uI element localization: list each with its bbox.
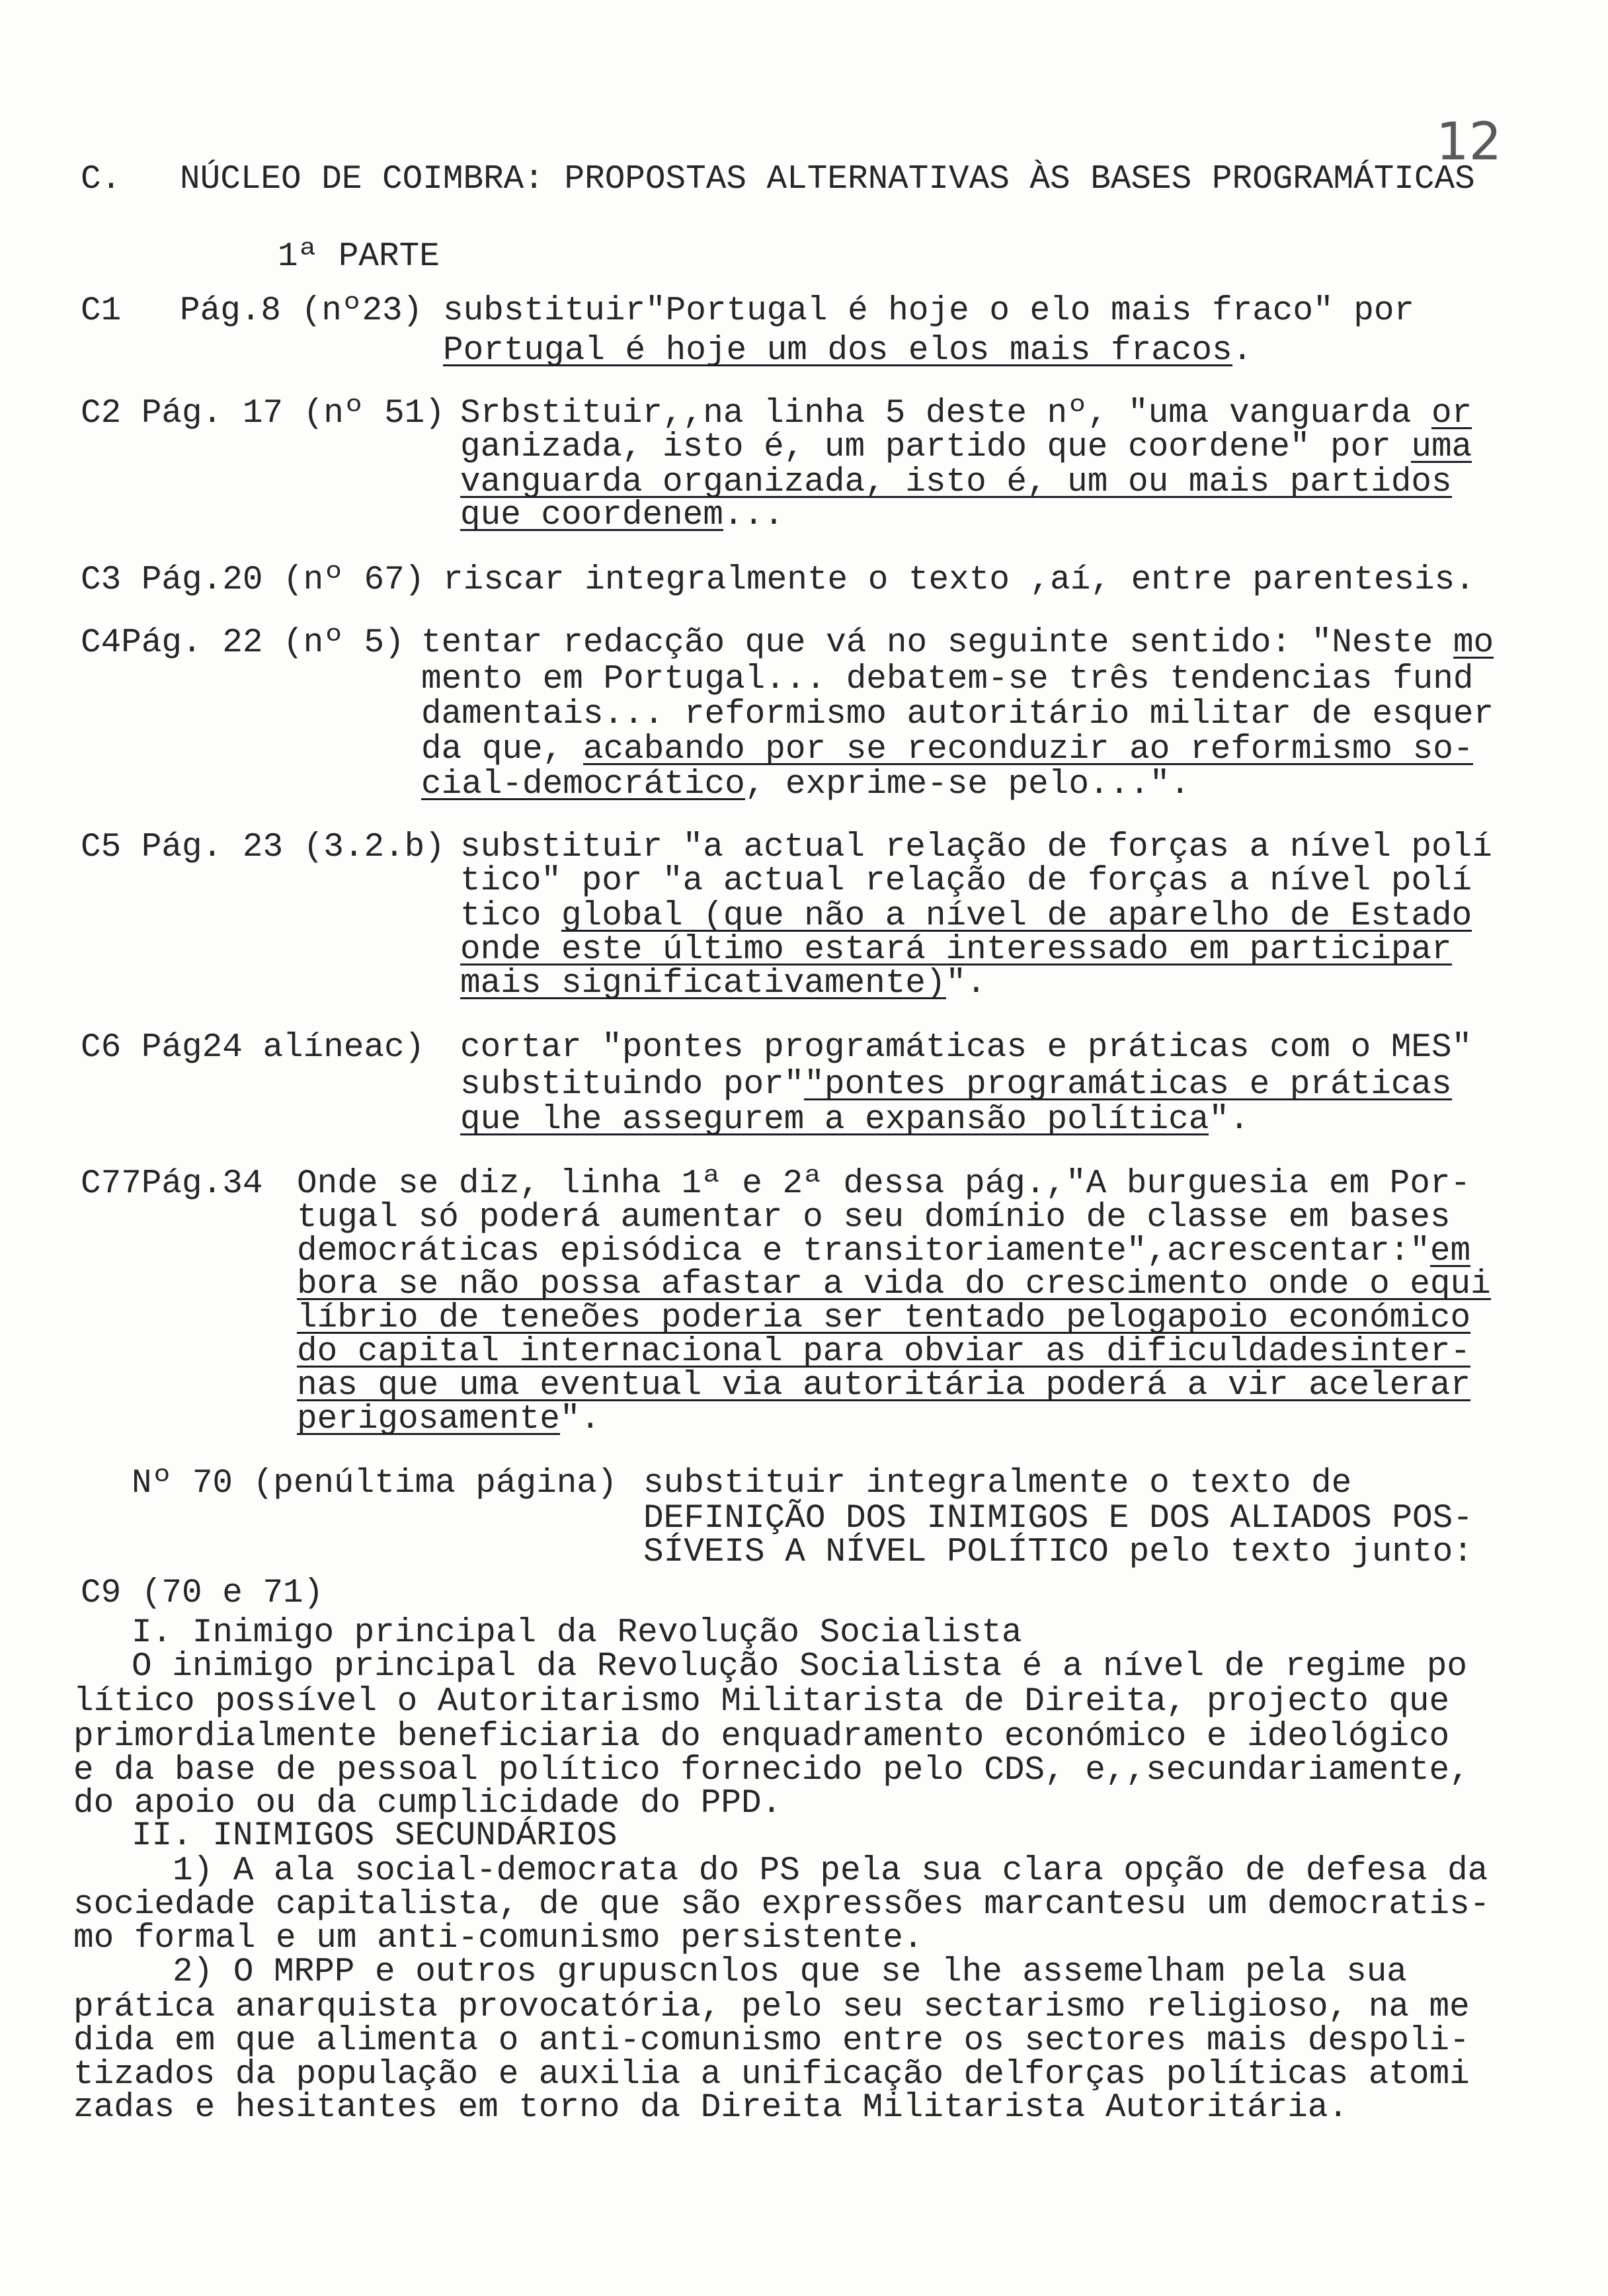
proposal-line (421, 768, 1190, 802)
underline-mark (804, 1098, 1451, 1100)
underline-mark (583, 763, 1474, 765)
proposal-line-text: Portugal é hoje um dos elos mais fracos. (443, 332, 1253, 370)
body-line: zadas e hesitantes em torno da Direita Militarista Autoritária. (73, 2089, 1349, 2127)
proposal-line (460, 466, 1452, 500)
proposal-line-text: bora se não possa afastar a vida do crescimento onde o equi (297, 1266, 1491, 1303)
proposal-line: mento em Portugal... debatem-se três tendencias fund (421, 661, 1474, 698)
proposal-line-text: que coordenem... (460, 497, 784, 534)
proposal-line (460, 899, 1472, 934)
body-line: lítico possível o Autoritarismo Militarista de Direita, projecto que (73, 1683, 1450, 1721)
proposal-line (421, 626, 1494, 661)
underline-mark (460, 997, 946, 999)
proposal-line (460, 499, 784, 533)
proposal-line-text: tico global (que não a nível de aparelho de Estado (460, 897, 1472, 935)
body-line: mo formal e um anti-comunismo persistente. (73, 1920, 924, 1957)
proposal-reference: Pág.8 (nº23) (180, 292, 423, 330)
part-heading: 1ª PARTE (278, 238, 440, 276)
proposal-line-text: mais significativamente)". (460, 965, 986, 1003)
proposal-line-text: líbrio de teneões poderia ser tentado pelogapoio económico (297, 1299, 1471, 1337)
proposal-line: Onde se diz, linha 1ª e 2ª dessa pág.,"A burguesia em Por- (297, 1165, 1471, 1203)
proposal-line (460, 933, 1452, 967)
underline-mark (297, 1433, 560, 1435)
body-line: sociedade capitalista, de que são expressões marcantesu um democratis- (73, 1886, 1490, 1924)
proposal-line (460, 1068, 1452, 1102)
proposal-line (460, 1103, 1250, 1137)
proposal-line: riscar integralmente o texto ,aí, entre parentesis. (443, 561, 1475, 599)
proposal-line: tugal só poderá aumentar o seu domínio de classe em bases (297, 1199, 1451, 1237)
proposal-line (460, 430, 1472, 465)
body-line: do apoio ou da cumplicidade do PPD. (73, 1785, 782, 1823)
proposal-line (297, 1403, 600, 1437)
underline-mark (460, 529, 723, 531)
proposal-line (297, 1268, 1491, 1302)
proposal-line (460, 967, 986, 1001)
underline-mark (443, 364, 1232, 366)
item-70-label: Nº 70 (penúltima página) (132, 1465, 618, 1502)
proposal-label: C6 Pág24 alíneac) (81, 1029, 425, 1067)
proposal-line-text: do capital internacional para obviar as dificuldadesinter- (297, 1333, 1471, 1371)
proposal-label: C2 Pág. 17 (nº 51) (81, 395, 445, 432)
proposal-line: substituir"Portugal é hoje o elo mais fraco" por (443, 292, 1415, 330)
body-line: e da base de pessoal político fornecido pelo CDS, e,,secundariamente, (73, 1752, 1470, 1789)
proposal-line-text: ganizada, isto é, um partido que coordene" por uma (460, 429, 1472, 466)
item-70-line: substituir integralmente o texto de (643, 1465, 1352, 1502)
proposal-line: cortar "pontes programáticas e práticas com o MES" (460, 1029, 1472, 1067)
proposal-line (297, 1301, 1470, 1336)
proposal-label: C1 (81, 292, 122, 330)
proposal-line-text: vanguarda organizada, isto é, um ou mais partidos (460, 464, 1452, 501)
proposal-label: C77Pág.34 (81, 1165, 263, 1203)
proposal-line (297, 1369, 1470, 1403)
proposal-line-text: Srbstituir,,na linha 5 deste nº, "uma vanguarda or (460, 395, 1472, 432)
proposal-label: C5 Pág. 23 (3.2.b) (81, 829, 445, 866)
section-heading-principal-enemy: I. Inimigo principal da Revolução Socialista (132, 1614, 1022, 1652)
underline-mark (1453, 657, 1494, 659)
section-letter: C. (81, 161, 122, 198)
proposal-line-text: que lhe assegurem a expansão política". (460, 1101, 1250, 1139)
proposal-line-text: cial-democrático, exprime-se pelo...". (421, 766, 1190, 803)
proposal-line-text: democráticas episódica e transitoriamente",acrescentar:"em (297, 1233, 1471, 1270)
page-number: 12 (1436, 112, 1502, 172)
section-heading-secondary-enemies: II. INIMIGOS SECUNDÁRIOS (132, 1817, 618, 1855)
body-line: primordialmente beneficiaria do enquadramento económico e ideológico (73, 1718, 1450, 1756)
body-line: prática anarquista provocatória, pelo seu sectarismo religioso, na me (73, 1988, 1470, 2026)
underline-mark (421, 798, 745, 800)
proposal-line (297, 1235, 1470, 1269)
proposal-label: C4Pág. 22 (nº 5) (81, 624, 405, 662)
proposal-line-text: tentar redacção que vá no seguinte sentido: "Neste mo (421, 624, 1494, 662)
proposal-line (443, 334, 1252, 368)
proposal-line-text: substituindo por""pontes programáticas e práticas (460, 1066, 1452, 1104)
proposal-line-text: da que, acabando por se reconduzir ao reformismo so- (421, 731, 1474, 768)
proposal-line: substituir "a actual relação de forças a nível polí (460, 829, 1492, 866)
proposal-label: C9 (70 e 71) (81, 1575, 324, 1612)
document-title: NÚCLEO DE COIMBRA: PROPOSTAS ALTERNATIVAS ÀS BASES PROGRAMÁTICAS (180, 161, 1475, 198)
proposal-line (460, 397, 1472, 431)
proposal-line: damentais... reformismo autoritário militar de esquer (421, 696, 1494, 733)
proposal-line-text: onde este último estará interessado em participar (460, 931, 1452, 969)
proposal-line-text: perigosamente". (297, 1401, 601, 1438)
proposal-line-text: nas que uma eventual via autoritária poderá a vir acelerar (297, 1367, 1471, 1405)
body-line: 1) A ala social-democrata do PS pela sua clara opção de defesa da (173, 1852, 1488, 1890)
proposal-line: tico" por "a actual relação de forças a nível polí (460, 862, 1472, 900)
proposal-label: C3 Pág.20 (nº 67) (81, 561, 425, 599)
body-line: dida em que alimenta o anti-comunismo entre os sectores mais despoli- (73, 2022, 1470, 2060)
proposal-line (297, 1335, 1470, 1370)
underline-mark (1411, 461, 1472, 463)
body-line: O inimigo principal da Revolução Socialista é a nível de regime po (132, 1648, 1467, 1686)
body-line: 2) O MRPP e outros grupuscnlos que se lhe assemelham pela sua (173, 1953, 1407, 1991)
proposal-line (421, 733, 1473, 767)
body-line: tizados da população e auxilia a unificação delforças políticas atomi (73, 2056, 1470, 2094)
item-70-line: SÍVEIS A NÍVEL POLÍTICO pelo texto junto: (643, 1534, 1473, 1571)
item-70-line: DEFINIÇÃO DOS INIMIGOS E DOS ALIADOS POS- (643, 1500, 1473, 1538)
underline-mark (460, 1133, 1209, 1135)
